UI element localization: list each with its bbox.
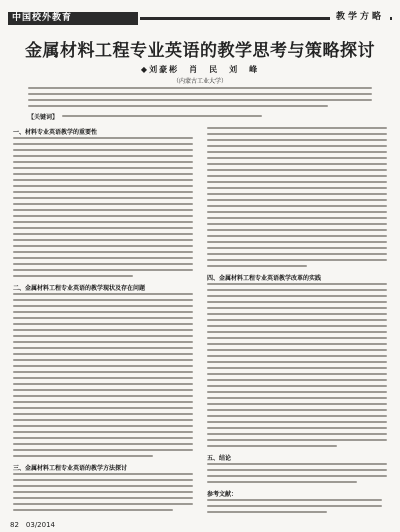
- left-column: [13, 127, 193, 513]
- article-authors: ◆刘豪彬 肖 民 刘 峰: [140, 64, 260, 74]
- paragraph: [207, 127, 387, 271]
- author-affiliation: （内蒙古工业大学）: [172, 78, 227, 85]
- keywords-line: [28, 113, 372, 119]
- journal-name-bar: [8, 12, 138, 25]
- article-title: 金属材料工程专业英语的教学思考与策略探讨: [25, 41, 375, 61]
- paragraph: [207, 463, 387, 487]
- section-heading: 一、材料专业英语教学的重要性: [13, 129, 98, 136]
- section-heading: 四、金属材料工程专业英语教学改革的实践: [207, 275, 322, 282]
- page-number: 82 03/2014: [10, 521, 55, 529]
- page-footer: [0, 518, 400, 532]
- journal-name: 中国校外教育: [12, 13, 73, 23]
- section-heading: 三、金属材料工程专业英语的教学方法探讨: [13, 465, 128, 472]
- journal-masthead: [0, 0, 400, 28]
- keywords-label: 【关键词】: [28, 114, 59, 121]
- paragraph: [207, 283, 387, 451]
- section-label: 教学方略: [330, 10, 390, 24]
- abstract-block: [28, 87, 372, 111]
- paragraph: [13, 137, 193, 281]
- references-list: [207, 499, 387, 517]
- paragraph: [13, 473, 193, 515]
- paragraph: [13, 293, 193, 461]
- section-heading: 五、结论: [207, 455, 232, 462]
- right-column: [207, 127, 387, 513]
- references-heading: 参考文献：: [207, 491, 238, 498]
- section-heading: 二、金属材料工程专业英语的教学现状及存在问题: [13, 285, 146, 292]
